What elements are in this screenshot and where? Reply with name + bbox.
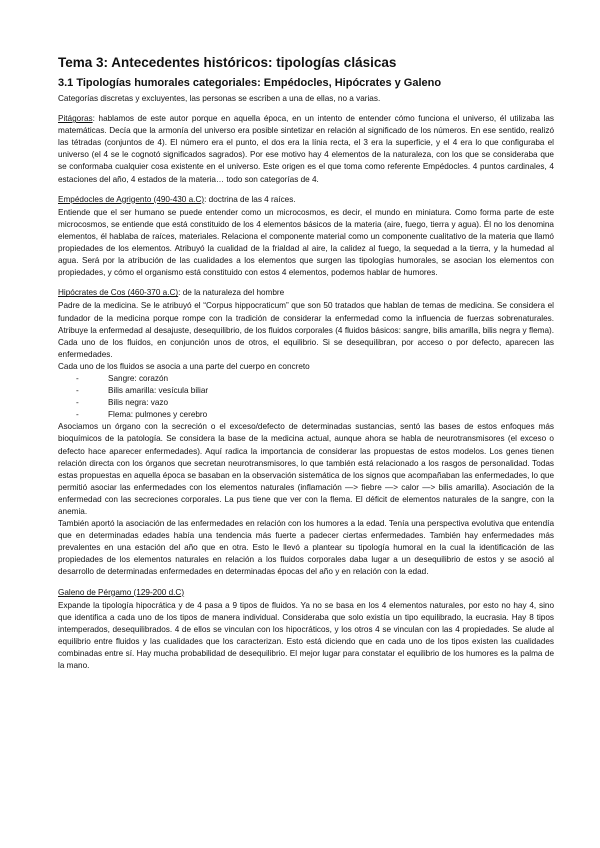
pitagoras-text: : hablamos de este autor porque en aquella época, en un intento de entender cómo funciona el universo, él utilizaba las matemáticas. Decía que la armonía del universo era posible sintetizar en relación al significado de los números. En ese sentido, realizó las tétradas (conjuntos de 4). El número era el punto, el dos era la línia recta, el 3 era la superficie, y el 4 era lo que configuraba el universo (el 4 se le cognotó significados sagrados). Por ese motivo hay 4 elementos de la naturaleza, con los que se consideraba que se conformaba cualquier cosa existente en el universo. Este origen es el que toma como referente Empédocles. 4 puntos cardinales, 4 estaciones del año, 4 estados de la materia… todo son categorías de 4.: [58, 114, 554, 184]
list-item: - Bilis amarilla: vesícula biliar: [76, 386, 209, 396]
document-page: [58, 54, 554, 672]
intro-paragraph: Categorías discretas y excluyentes, las personas se escriben a una de ellas, no a varias.: [58, 94, 381, 103]
hipocrates-heading: [58, 287, 554, 299]
pitagoras-paragraph: [58, 113, 554, 186]
galeno-label: Galeno de Pérgamo (129-200 d.C): [58, 587, 185, 597]
list-item: - Bilis negra: vazo: [76, 398, 169, 408]
hipocrates-paragraph-1: Padre de la medicina. Se le atribuyó el “Corpus hippocraticum” que son 50 tratados que hablan de temas de medicina. Se considera el fundador de la medicina porque rompe con la tradición de considerar la enfermedad como la influencia de fuerzas sobrenaturales. Atribuye la enfermedad al desajuste, desequilibrio, de los fluidos corporales (4 fluidos básicos: sangre, bilis amarilla, bilis negra y flema). Cada uno de los fluidos, en conjunción unos de otros, el equilibrio. Si se desequilibran, por acceso o por defecto, aparecen las enfermedades.: [58, 301, 554, 359]
hipocrates-paragraph-3: También aportó la asociación de las enfermedades en relación con los humores a la edad. Tenía una perspectiva evolutiva que entendía que en determinadas edades había una tendencia más fuerte a padecer ciertas enfermedades. También hay enfermedades más prevalentes en una estación del año que en otra. Esto le llevó a plantear su tipología humoral en la cual la identificación de las propiedades de los elementos naturales en relación a los fluidos corporales daba lugar a un desequilibrio de estos y se asoció al desarrollo de determinadas enfermedades en determinadas épocas del año y en relación con la edad.: [58, 519, 554, 577]
section-subtitle: 3.1 Tipologías humorales categoriales: Empédocles, Hipócrates y Galeno: [58, 77, 442, 89]
hipocrates-label: Hipócrates de Cos (460-370 a.C): [58, 288, 179, 298]
pitagoras-label: Pitágoras: [58, 114, 93, 124]
hipocrates-paragraph-2: Asociamos un órgano con la secreción o el exceso/defecto de determinadas sustancias, sentó las bases de estos enfoques más bioquímicos de la patología. Se considera la base de la medicina actual, aunque ahora se habla de neurotransmisores (el exceso o defecto hace aparecer enfermedades). Aquí radica la importancia de considerar las propuestas de estos modelos. Los genes tienen relación directa con los órganos que secretan neurotransmisores, lo que también está relacionado a los rasgos de personalidad. Todas estas propuestas en aquella época se basaban en la observación sistemática de los signos que acompañaban las enfermedades, lo que permitió asociar las enfermedades con los elementos naturales (inflamación —> fiebre —> calor —> bilis amarilla). Asociación de la enfermedad con las secreciones corporales. La pus tiene que ver con la flema. El déficit de elementos naturales de la sangre, con la anemia.: [58, 422, 554, 516]
empedocles-paragraph: Entiende que el ser humano se puede entender como un microcosmos, es decir, el mundo en miniatura. Como forma parte de este microcosmos, se entiende que está constituido de los 4 elementos básicos de la materia (aire, fuego, tierra y agua). Él no los denomina elementos, él hablaba de raíces, materiales. Relaciona el componente material como un componente cualitativo de la materia que llamó propiedades de los elementos. Atribuyó la cualidad de la frialdad al aire, la calidez al fuego, la sequedad a la tierra, y la humedad al agua. Será por la atribución de las cualidades a los elementos que surgen las tipologías humorales, se asocian los elementos con propiedades, y cómo el organismo está constituido con estos 4 elementos, podemos hablar de humores.: [58, 207, 554, 278]
fluids-list: [58, 373, 554, 421]
empedocles-label: Empédocles de Agrigento (490-430 a.C): [58, 194, 205, 204]
list-item: - Flema: pulmones y cerebro: [76, 410, 208, 420]
galeno-heading: [58, 587, 554, 599]
empedocles-heading: [58, 194, 554, 206]
page-title: Tema 3: Antecedentes históricos: tipologías clásicas: [58, 55, 397, 70]
hipocrates-suffix: : de la naturaleza del hombre: [178, 288, 285, 298]
empedocles-suffix: : doctrina de las 4 raíces.: [204, 194, 296, 204]
hipocrates-list-intro: Cada uno de los fluidos se asocia a una parte del cuerpo en concreto: [58, 361, 310, 371]
list-item: - Sangre: corazón: [76, 373, 169, 383]
galeno-paragraph: Expande la tipología hipocrática y de 4 pasa a 9 tipos de fluidos. Ya no se basa en los 4 elementos naturales, por esto no hay 4, sino que identifica a cada uno de los tipos de manera individual. Consideraba que solo existía un tipo equilibrado, la eucrasia. Hay 8 tipos intemperados, desequilibrados. 4 de ellos se vinculan con los hipocráticos, y los otros 4 se vinculan con las 4 propiedades. Se alude al equilibrio entre fluidos y las cualidades que los caracterizan. Esto está diciendo que en cada uno de los tipos existen las cualidades combinadas entre sí. Hay mucha probabilidad de desequilibrio. El mejor lugar para constatar el equilibrio de los humores es la palma de la mano.: [58, 600, 554, 671]
